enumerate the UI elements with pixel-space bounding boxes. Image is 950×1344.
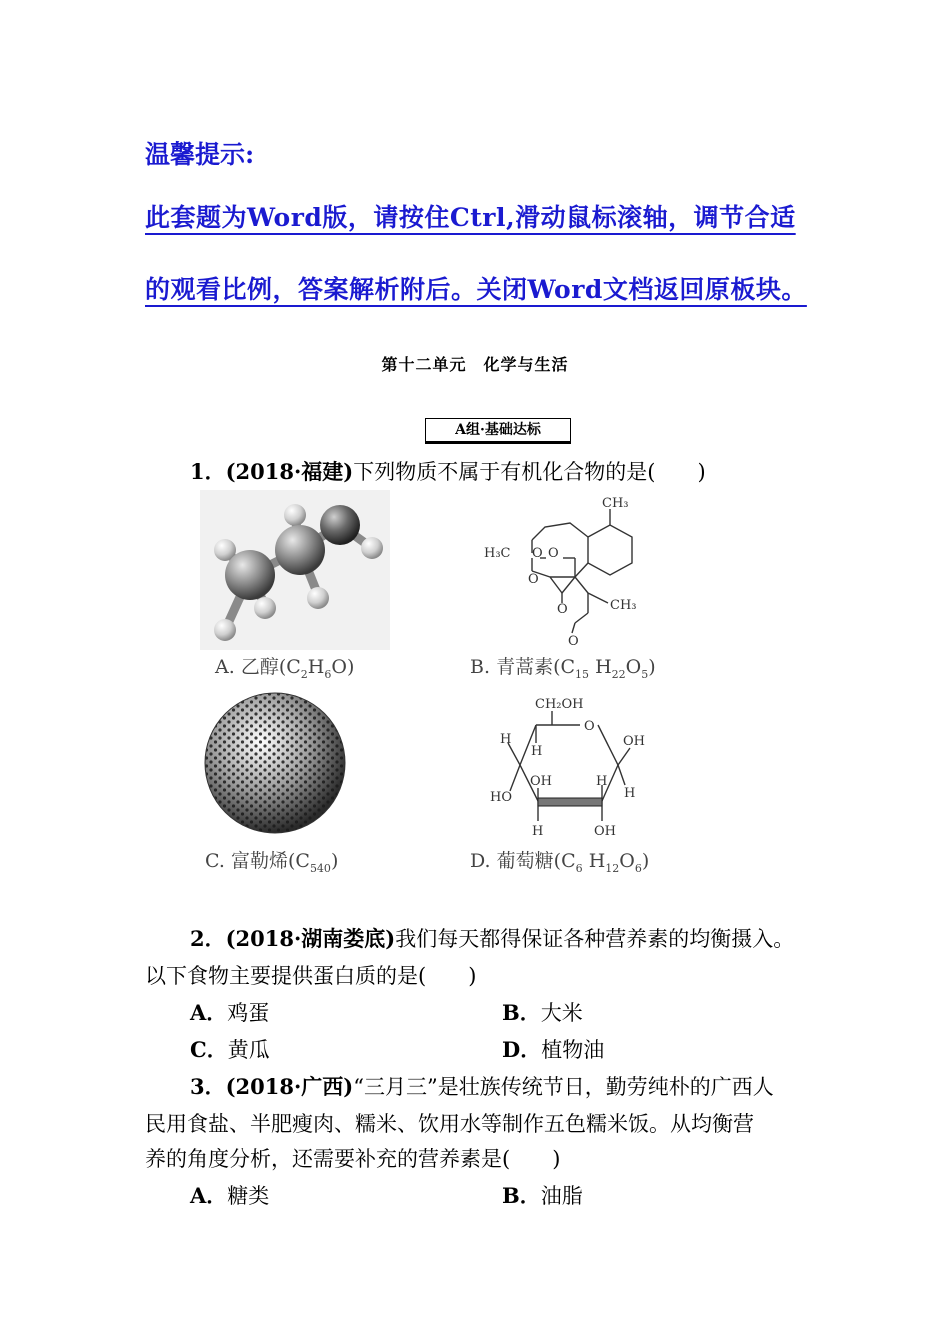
svg-text:O: O	[548, 546, 559, 561]
svg-text:HO: HO	[490, 790, 512, 805]
svg-text:H: H	[532, 824, 544, 839]
svg-text:O: O	[557, 602, 568, 617]
unit-title: 第十二单元 化学与生活	[381, 355, 569, 374]
question-3-line-3: 养的角度分析，还需要补充的营养素是( )	[145, 1147, 561, 1171]
option-d-caption: D. 葡萄糖($C_6$ $H_{12}O_6$)	[470, 850, 650, 875]
svg-text:OH: OH	[530, 774, 552, 789]
question-1-number: 1．(2018·福建)	[190, 459, 354, 484]
svg-text:O: O	[532, 546, 543, 561]
notice-title: 温馨提示:	[145, 140, 255, 169]
question-1-text: 下列物质不属于有机化合物的是( )	[353, 460, 706, 484]
svg-text:CH₃: CH₃	[610, 598, 637, 613]
svg-text:O: O	[528, 572, 539, 587]
svg-text:H: H	[596, 774, 608, 789]
glucose-structure-image	[480, 693, 670, 845]
svg-text:OH: OH	[623, 734, 645, 749]
svg-text:H₃C: H₃C	[484, 546, 511, 561]
question-3-option-b[interactable]: B．油脂	[502, 1183, 583, 1208]
artemisinin-structure-image	[480, 495, 680, 650]
option-b-caption: B. 青蒿素($C_{15}$ $H_{22}O_5$)	[470, 656, 656, 681]
question-2-option-d[interactable]: D．植物油	[502, 1037, 605, 1062]
question-3-line-2: 民用食盐、半肥瘦肉、糯米、饮用水等制作五色糯米饭。从均衡营	[145, 1112, 754, 1136]
fullerene-model-image	[200, 688, 350, 838]
question-3-number: 3．(2018·广西)	[190, 1074, 354, 1099]
svg-text:H: H	[624, 786, 636, 801]
question-2	[190, 923, 794, 953]
question-3	[190, 1071, 774, 1101]
question-2-option-c[interactable]: C．黄瓜	[190, 1037, 270, 1062]
svg-text:O: O	[568, 634, 579, 649]
ethanol-model-image	[200, 490, 390, 650]
svg-text:H: H	[531, 744, 543, 759]
question-3-text-1: “三月三”是壮族传统节日，勤劳纯朴的广西人	[353, 1075, 774, 1099]
svg-text:OH: OH	[594, 824, 616, 839]
svg-text:CH₃: CH₃	[602, 496, 629, 511]
question-3-option-a[interactable]: A．糖类	[190, 1183, 270, 1208]
notice-line-2[interactable]: 的观看比例，答案解析附后。关闭Word文档返回原板块。	[145, 275, 807, 304]
option-a-caption: A. 乙醇$(C_2H_6O)$	[215, 656, 355, 681]
question-2-number: 2．(2018·湖南娄底)	[190, 926, 396, 951]
svg-text:O: O	[584, 719, 595, 734]
question-2-line-2: 以下食物主要提供蛋白质的是( )	[145, 964, 477, 988]
question-1	[190, 456, 706, 486]
question-2-option-b[interactable]: B．大米	[502, 1000, 583, 1025]
question-2-option-a[interactable]: A．鸡蛋	[190, 1000, 270, 1025]
group-label: A组·基础达标	[425, 418, 571, 442]
svg-text:H: H	[500, 732, 512, 747]
notice-line-1[interactable]: 此套题为Word版，请按住Ctrl,滑动鼠标滚轴，调节合适	[145, 203, 796, 232]
question-2-text-1: 我们每天都得保证各种营养素的均衡摄入。	[395, 927, 795, 951]
option-c-caption: C. 富勒烯$(C_{540})$	[205, 850, 339, 875]
svg-text:CH₂OH: CH₂OH	[535, 697, 584, 712]
